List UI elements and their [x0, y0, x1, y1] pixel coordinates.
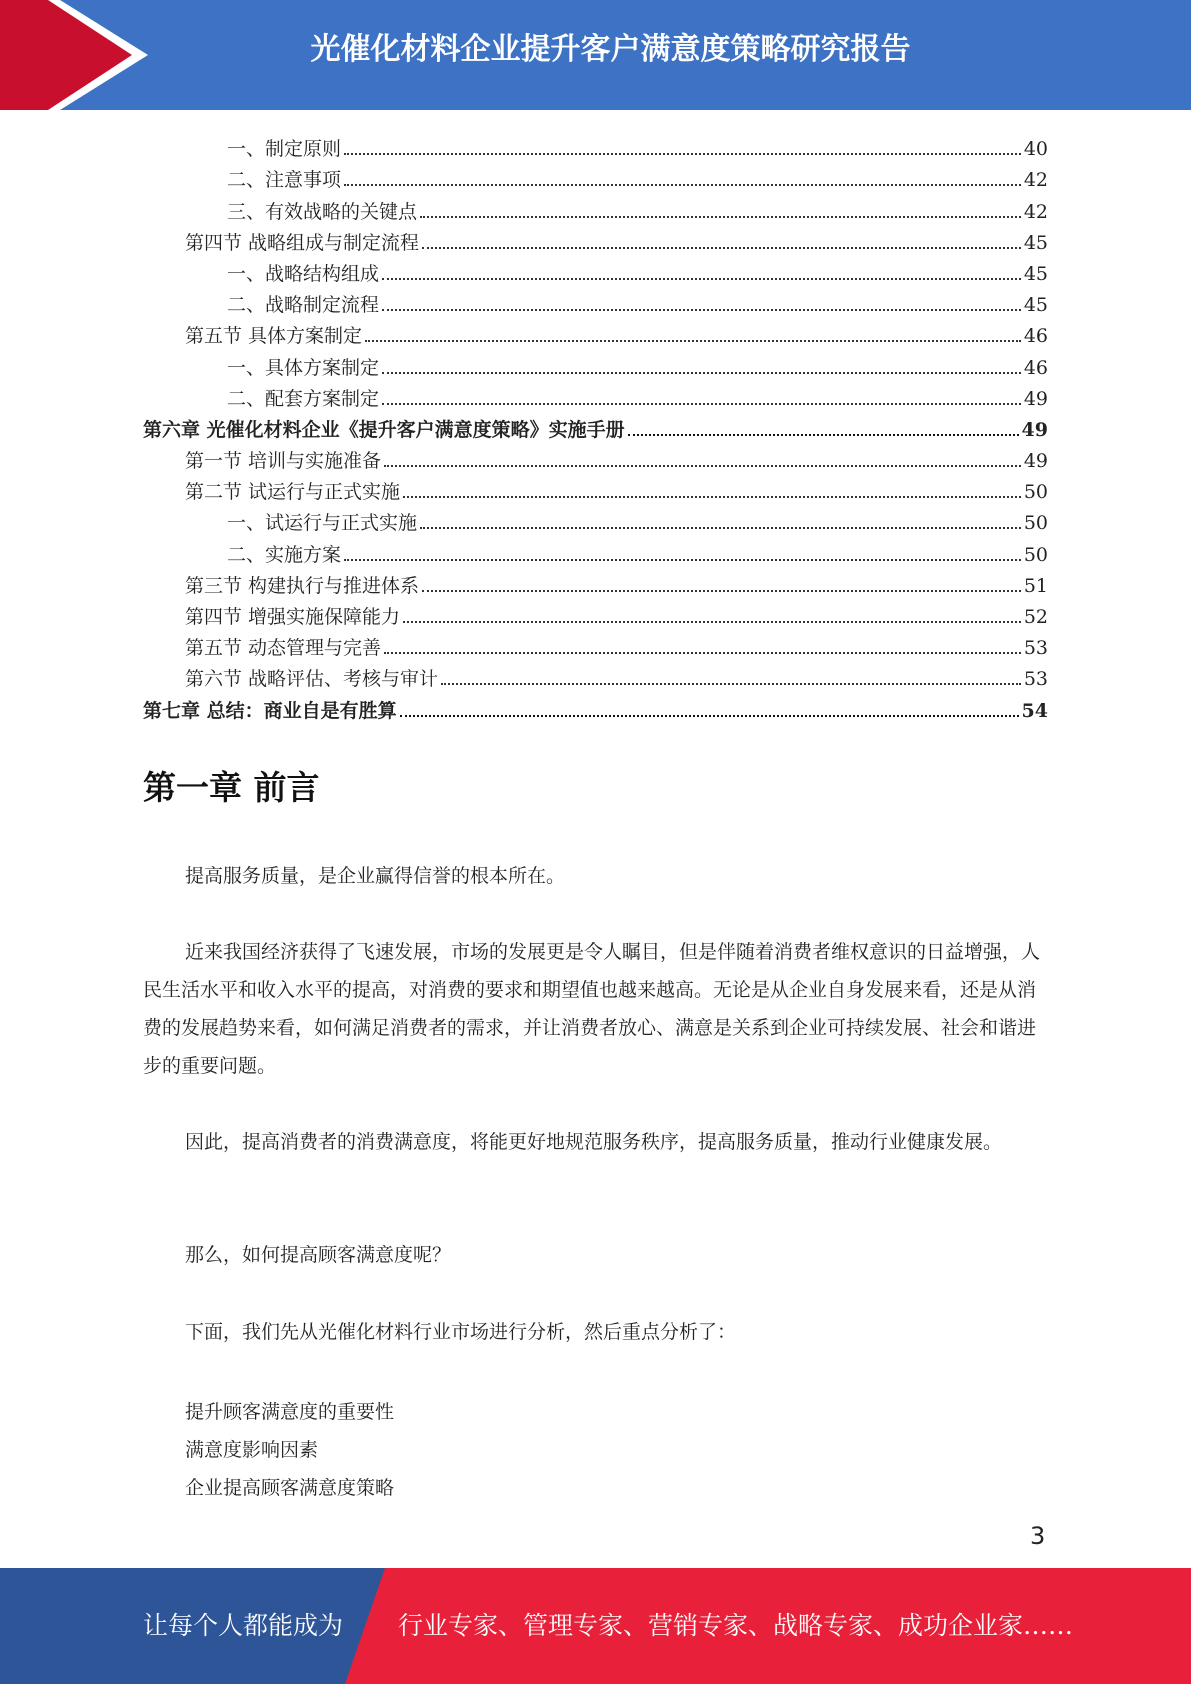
toc-dot-leader — [400, 715, 1019, 717]
toc-entry-label: 第四节 战略组成与制定流程 — [185, 231, 420, 254]
toc-dot-leader — [365, 340, 1021, 342]
toc-entry[interactable] — [143, 658, 1048, 689]
toc-entry-page: 45 — [1023, 294, 1048, 317]
toc-entry-label: 第六节 战略评估、考核与审计 — [185, 668, 439, 691]
toc-entry-label: 一、试运行与正式实施 — [227, 512, 418, 535]
toc-entry-page: 53 — [1023, 637, 1048, 660]
toc-entry-page: 42 — [1023, 200, 1048, 223]
toc-dot-leader — [441, 683, 1021, 685]
toc-dot-leader — [382, 278, 1021, 280]
toc-entry-page: 50 — [1023, 512, 1048, 535]
toc-entry[interactable] — [143, 315, 1048, 346]
toc-entry-page: 49 — [1023, 387, 1048, 410]
paragraph-1: 提高服务质量，是企业赢得信誉的根本所在。 — [185, 865, 566, 887]
table-of-contents — [143, 128, 1048, 721]
toc-dot-leader — [382, 403, 1021, 405]
toc-entry[interactable] — [143, 596, 1048, 627]
toc-dot-leader — [628, 434, 1019, 436]
toc-dot-leader — [420, 527, 1021, 529]
toc-entry-label: 二、配套方案制定 — [227, 387, 380, 410]
toc-entry[interactable] — [143, 627, 1048, 658]
toc-entry-label: 第六章 光催化材料企业《提升客户满意度策略》实施手册 — [143, 418, 625, 441]
toc-entry-page: 46 — [1023, 356, 1048, 379]
toc-dot-leader — [382, 372, 1021, 374]
toc-entry[interactable] — [143, 565, 1048, 596]
toc-entry[interactable] — [143, 222, 1048, 253]
paragraph-3: 因此，提高消费者的消费满意度，将能更好地规范服务秩序，提高服务质量，推动行业健康发展。 — [185, 1131, 1003, 1153]
toc-entry[interactable] — [143, 409, 1048, 440]
toc-entry-label: 二、实施方案 — [227, 543, 342, 566]
toc-entry-label: 一、制定原则 — [227, 138, 342, 161]
toc-dot-leader — [344, 153, 1021, 155]
toc-dot-leader — [403, 621, 1021, 623]
toc-entry-label: 第五节 动态管理与完善 — [185, 637, 382, 660]
toc-entry-page: 40 — [1023, 138, 1048, 161]
toc-entry-page: 46 — [1023, 325, 1048, 348]
toc-entry-label: 第七章 总结：商业自是有胜算 — [143, 699, 397, 722]
toc-entry[interactable] — [143, 440, 1048, 471]
toc-entry[interactable] — [143, 159, 1048, 190]
toc-dot-leader — [384, 652, 1021, 654]
toc-entry-page: 51 — [1023, 574, 1048, 597]
list-item: 满意度影响因素 — [185, 1439, 319, 1461]
toc-entry-page: 45 — [1023, 231, 1048, 254]
toc-entry-page: 54 — [1021, 699, 1048, 722]
toc-dot-leader — [344, 559, 1021, 561]
toc-entry[interactable] — [143, 190, 1048, 221]
toc-dot-leader — [422, 247, 1021, 249]
toc-dot-leader — [344, 184, 1021, 186]
toc-entry[interactable] — [143, 378, 1048, 409]
toc-entry[interactable] — [143, 689, 1048, 720]
toc-entry-page: 49 — [1023, 450, 1048, 473]
toc-entry-label: 一、战略结构组成 — [227, 262, 380, 285]
toc-entry-label: 第四节 增强实施保障能力 — [185, 606, 401, 628]
toc-entry-label: 一、具体方案制定 — [227, 356, 380, 379]
toc-entry-page: 50 — [1023, 543, 1048, 566]
toc-entry-page: 49 — [1021, 418, 1048, 441]
page-footer — [0, 1568, 1191, 1684]
toc-entry-page: 50 — [1023, 481, 1048, 504]
toc-dot-leader — [422, 590, 1021, 592]
paragraph-2: 近来我国经济获得了飞速发展，市场的发展更是令人瞩目，但是伴随着消费者维权意识的日益增强，人民生活水平和收入水平的提高，对消费的要求和期望值也越来越高。无论是从企业自身发展来看，还是从消费的发展趋势来看，如何满足消费者的需求，并让消费者放心、满意是关系到企业可持续发展、社会和谐进步的重要问题。 — [143, 941, 1041, 1077]
toc-entry-page: 52 — [1023, 606, 1048, 628]
toc-dot-leader — [382, 309, 1021, 311]
toc-entry[interactable] — [143, 533, 1048, 564]
toc-dot-leader — [420, 216, 1021, 218]
toc-entry-label: 二、战略制定流程 — [227, 294, 380, 317]
toc-dot-leader — [403, 496, 1021, 498]
toc-entry-label: 第三节 构建执行与推进体系 — [185, 574, 420, 597]
toc-dot-leader — [384, 465, 1021, 467]
list-item: 提升顾客满意度的重要性 — [185, 1401, 395, 1423]
page-header — [0, 0, 1191, 110]
toc-entry-label: 第二节 试运行与正式实施 — [185, 481, 401, 504]
toc-entry[interactable] — [143, 253, 1048, 284]
footer-slogan-left: 让每个人都能成为 — [143, 1611, 344, 1640]
toc-entry[interactable] — [143, 502, 1048, 533]
toc-entry-page: 45 — [1023, 262, 1048, 285]
list-item: 企业提高顾客满意度策略 — [185, 1477, 395, 1499]
toc-entry[interactable] — [143, 128, 1048, 159]
toc-entry-label: 第五节 具体方案制定 — [185, 325, 363, 348]
paragraph-4: 那么，如何提高顾客满意度呢？ — [185, 1244, 452, 1266]
paragraph-5: 下面，我们先从光催化材料行业市场进行分析，然后重点分析了： — [185, 1321, 737, 1343]
toc-entry[interactable] — [143, 346, 1048, 377]
toc-entry-label: 第一节 培训与实施准备 — [185, 450, 382, 473]
toc-entry-label: 二、注意事项 — [227, 169, 342, 192]
toc-entry-page: 42 — [1023, 169, 1048, 192]
toc-entry-label: 三、有效战略的关键点 — [227, 200, 418, 223]
footer-slogan-right: 行业专家、管理专家、营销专家、战略专家、成功企业家…… — [398, 1611, 1074, 1640]
page-number: 3 — [1030, 1522, 1046, 1550]
toc-entry[interactable] — [143, 284, 1048, 315]
report-title: 光催化材料企业提升客户满意度策略研究报告 — [310, 32, 911, 67]
toc-entry-page: 53 — [1023, 668, 1048, 691]
toc-entry[interactable] — [143, 471, 1048, 502]
chapter-title: 第一章 前言 — [143, 768, 320, 807]
